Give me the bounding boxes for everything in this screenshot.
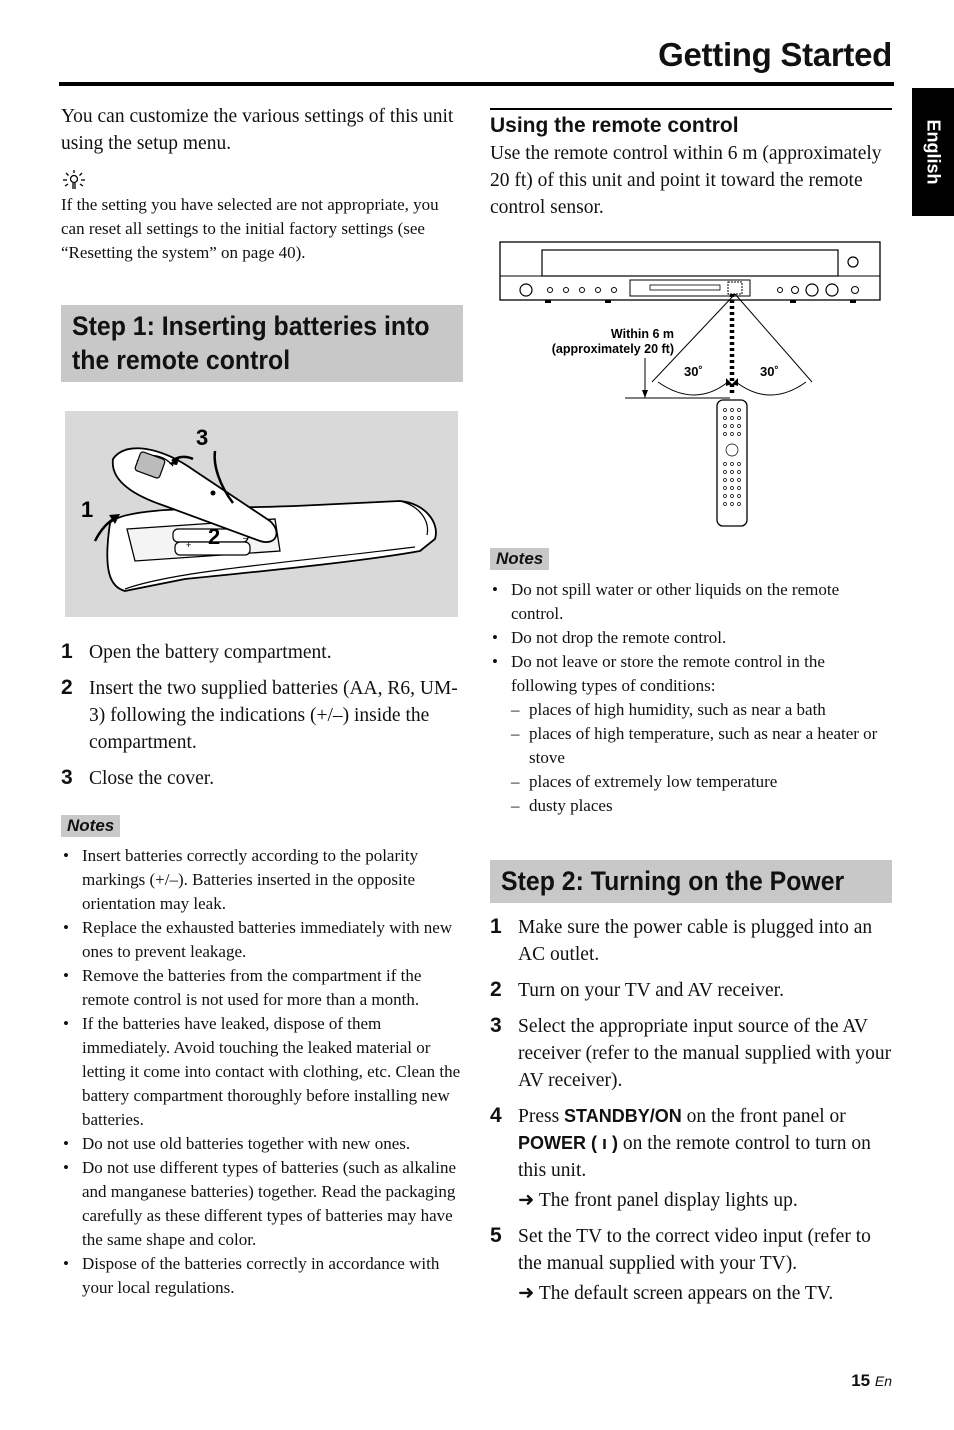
- arrow-icon: ➜: [518, 1283, 535, 1304]
- title-rule: [59, 82, 894, 86]
- tip-lightbulb-icon: [61, 169, 87, 191]
- condition-item: – places of high humidity, such as near a bath: [511, 698, 892, 722]
- note-item: • Insert batteries correctly according to the polarity markings (+/–). Batteries inserted in the opposite orientation may leak.: [61, 844, 463, 916]
- condition-item: – places of extremely low temperature: [511, 770, 892, 794]
- notes-label: Notes: [490, 548, 549, 570]
- step1-heading: Step 1: Inserting batteries into the remote control: [72, 311, 430, 375]
- battery-notes: [61, 815, 463, 1300]
- step2-item: 1 Make sure the power cable is plugged into an AC outlet.: [490, 915, 873, 965]
- step1-instructions: [61, 639, 463, 801]
- angle-right-label: 30˚: [760, 364, 779, 379]
- angle-left-label: 30˚: [684, 364, 703, 379]
- condition-item: – dusty places: [511, 794, 892, 818]
- figure-label-3: 3: [196, 425, 209, 450]
- step2-heading: Step 2: Turning on the Power: [501, 866, 845, 896]
- step1-item: 1 Open the battery compartment.: [61, 640, 332, 663]
- step2-instructions: [490, 914, 892, 1316]
- figure-label-1: 1: [81, 497, 94, 522]
- note-item: • Do not drop the remote control.: [490, 626, 892, 650]
- note-item: • Do not leave or store the remote control in the following types of conditions: – places of high humidity, such as near a bath – places of high temperature, such as near a heater or stove – places of extremely low temperature – dusty places: [490, 650, 892, 818]
- note-item: • Do not use old batteries together with new ones.: [61, 1132, 463, 1156]
- intro-text: You can customize the various settings of this unit using the setup menu.: [61, 106, 454, 154]
- standby-on-key: STANDBY/ON: [564, 1106, 682, 1126]
- step2-item: 5 Set the TV to the correct video input (refer to the manual supplied with your TV). ➜ The default screen appears on the TV.: [490, 1223, 892, 1307]
- remote-battery-illustration: [65, 411, 458, 617]
- intro-section: [61, 103, 463, 265]
- distance-label-2: (approximately 20 ft): [551, 342, 674, 356]
- step1-heading-box: [61, 305, 463, 382]
- tip-text: If the setting you have selected are not appropriate, you can reset all settings to the initial factory settings (see “Resetting the system” on page 40).: [61, 195, 439, 262]
- svg-text:–: –: [243, 533, 249, 544]
- notes-label: Notes: [61, 815, 120, 837]
- remote-heading: Using the remote control: [490, 113, 739, 137]
- remote-section: [490, 108, 892, 221]
- remote-text: Use the remote control within 6 m (approximately 20 ft) of this unit and point it toward the remote control sensor.: [490, 142, 882, 218]
- result-line: ➜ The front panel display lights up.: [518, 1190, 798, 1211]
- arrow-icon: ➜: [518, 1190, 535, 1211]
- condition-item: – places of high temperature, such as near a heater or stove: [511, 722, 892, 770]
- note-item: • Dispose of the batteries correctly in accordance with your local regulations.: [61, 1252, 463, 1300]
- step2-heading-box: [490, 860, 892, 903]
- note-item: • If the batteries have leaked, dispose of them immediately. Avoid touching the leaked material or letting it come into contact with clothing, etc. Clean the battery compartment thoroughly before installing new batteries.: [61, 1012, 463, 1132]
- note-item: • Do not spill water or other liquids on the remote control.: [490, 578, 892, 626]
- page-number: 15 En: [851, 1371, 892, 1390]
- page-title: Getting Started: [658, 36, 892, 73]
- language-tab: English: [912, 88, 954, 216]
- remote-range-illustration: [490, 238, 892, 530]
- remote-range-figure: [490, 238, 892, 530]
- step2-item: 3 Select the appropriate input source of the AV receiver (refer to the manual supplied with your AV receiver).: [490, 1014, 892, 1091]
- step2-item: 4 Press STANDBY/ON on the front panel or POWER ( ı ) on the remote control to turn on this unit. ➜ The front panel display lights up.: [490, 1103, 892, 1214]
- note-item: • Remove the batteries from the compartment if the remote control is not used for more than a month.: [61, 964, 463, 1012]
- note-item: • Do not use different types of batteries (such as alkaline and manganese batteries) together. Read the packaging carefully as these different types of batteries may have the same shape and color.: [61, 1156, 463, 1252]
- svg-text:+: +: [186, 540, 192, 550]
- result-line: ➜ The default screen appears on the TV.: [518, 1283, 834, 1304]
- battery-figure: [65, 411, 458, 617]
- step2-item: 2 Turn on your TV and AV receiver.: [490, 978, 784, 1001]
- section-rule: [490, 108, 892, 110]
- power-key: POWER ( ı ): [518, 1133, 618, 1153]
- note-item: • Replace the exhausted batteries immediately with new ones to prevent leakage.: [61, 916, 463, 964]
- step1-item: 3 Close the cover.: [61, 766, 215, 789]
- distance-label-1: Within 6 m: [610, 327, 674, 341]
- remote-notes: [490, 548, 892, 818]
- figure-label-2: 2: [208, 524, 221, 549]
- step1-item: 2 Insert the two supplied batteries (AA, R6, UM-3) following the indications (+/–) inside the compartment.: [61, 676, 458, 753]
